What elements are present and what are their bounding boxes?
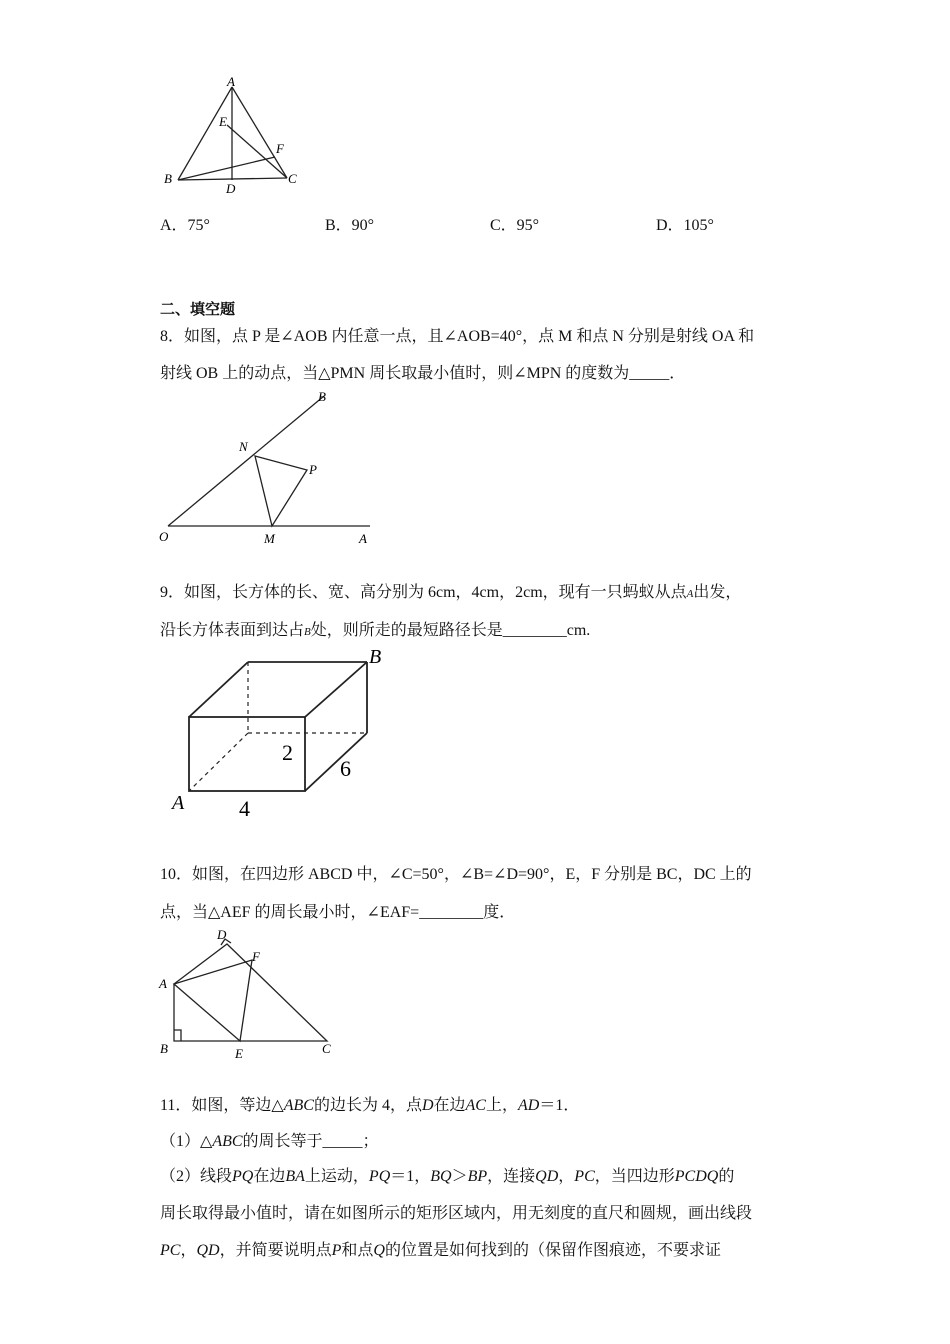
q11-text: ＞: [451, 1168, 468, 1185]
q11-text: 上，: [485, 1097, 518, 1114]
q10-line-2: 点，当△AEF 的周长最小时，∠EAF=________度．: [160, 904, 516, 921]
q8-label-m: M: [264, 531, 275, 546]
q11-text: 在边: [433, 1097, 466, 1114]
q11-var: Q: [373, 1242, 385, 1259]
q11-text: ，并简要说明点: [219, 1242, 332, 1259]
q7-option-d: D．105°: [656, 217, 714, 234]
q8-label-n: N: [239, 439, 248, 454]
q7-label-a: A: [227, 74, 235, 89]
q11-text: 和点: [341, 1242, 374, 1259]
q11-var: QD: [196, 1242, 220, 1259]
q11-text: 上运动，: [304, 1168, 369, 1185]
q9-label-b: B: [369, 646, 382, 668]
q11-part-2-line-1: [160, 1163, 734, 1186]
q10-quadrilateral-figure: [155, 920, 345, 1065]
q7-option-c: C．95°: [490, 217, 540, 234]
q11-text: （2）线段: [160, 1168, 233, 1185]
q9-point-b: B: [304, 626, 311, 638]
q7-label-f: F: [276, 141, 284, 156]
q11-var: AC: [465, 1097, 486, 1114]
q8-angle-figure: [150, 385, 385, 550]
q7-label-b: B: [164, 171, 172, 186]
q8-line-1: 8．如图，点 P 是∠AOB 内任意一点，且∠AOB=40°，点 M 和点 N 分别是射线 OA 和: [160, 328, 755, 345]
q9-line-1-text-b: 出发，: [693, 584, 742, 601]
q11-var: PC: [160, 1242, 181, 1259]
q10-line-1: 10．如图，在四边形 ABCD 中，∠C=50°，∠B=∠D=90°，E，F 分别是 BC，DC 上的: [160, 866, 752, 883]
q11-text: （1）△: [160, 1133, 213, 1150]
q8-label-p: P: [309, 462, 317, 477]
q9-line-2-text-b: 处，则所走的最短路径长是________cm.: [310, 622, 591, 639]
q8-line-2: 射线 OB 上的动点，当△PMN 周长取最小值时，则∠MPN 的度数为_____．: [160, 365, 686, 382]
q11-var: PQ: [368, 1168, 391, 1185]
q9-cuboid-figure: [160, 645, 400, 825]
q11-var: BA: [285, 1168, 305, 1185]
q11-var: QD: [535, 1168, 559, 1185]
q11-text: ＝1，: [390, 1168, 431, 1185]
q11-text: ＝1．: [539, 1097, 580, 1114]
q7-option-a: A．75°: [160, 217, 210, 234]
q7-label-d: D: [226, 181, 236, 196]
q10-label-b: B: [160, 1041, 168, 1056]
q9-line-2-text-a: 沿长方体表面到达占: [160, 622, 305, 639]
q11-text: ，当四边形: [594, 1168, 675, 1185]
q11-var: ABC: [212, 1133, 243, 1150]
q9-line-1-text-a: 9．如图，长方体的长、宽、高分别为 6cm，4cm，2cm，现有一只蚂蚁从点: [160, 584, 687, 601]
q8-label-a: A: [359, 531, 367, 546]
q11-line-1: [160, 1092, 579, 1115]
q9-label-length: 4: [239, 796, 250, 821]
q11-var: PQ: [232, 1168, 254, 1185]
q9-label-a: A: [172, 792, 185, 814]
section-title: 二、填空题: [160, 300, 236, 318]
q7-label-c: C: [288, 171, 297, 186]
q11-text: 11．如图，等边△: [160, 1097, 284, 1114]
q11-var: PCDQ: [674, 1168, 719, 1185]
q9-line-1: [160, 579, 741, 602]
q10-label-f: F: [252, 949, 260, 964]
q11-text: 的边长为 4，点: [313, 1097, 422, 1114]
q10-label-c: C: [322, 1041, 331, 1056]
q9-point-a: A: [686, 588, 694, 600]
q11-text: ，: [180, 1242, 197, 1259]
q10-label-e: E: [235, 1046, 243, 1061]
q11-var: BP: [467, 1168, 488, 1185]
q7-triangle-figure: [155, 70, 315, 200]
q11-var: AD: [518, 1097, 540, 1114]
q8-label-b: B: [318, 389, 326, 404]
q11-var: P: [331, 1242, 342, 1259]
q11-part-2-line-3: [160, 1237, 721, 1260]
q11-text: ，: [558, 1168, 575, 1185]
q11-var: BQ: [430, 1168, 452, 1185]
q11-text: 的周长等于_____；: [242, 1133, 379, 1150]
q11-text: 的: [718, 1168, 735, 1185]
q9-label-height: 2: [282, 740, 293, 765]
q8-label-o: O: [159, 529, 169, 544]
q10-label-a: A: [159, 976, 167, 991]
q7-label-e: E: [219, 114, 227, 129]
q11-var: ABC: [283, 1097, 314, 1114]
q11-part-2-line-2: 周长取得最小值时，请在如图所示的矩形区域内，用无刻度的直尺和圆规，画出线段: [160, 1205, 753, 1222]
q10-label-d: D: [217, 927, 227, 942]
q11-text: 在边: [253, 1168, 286, 1185]
q11-text: 的位置是如何找到的（保留作图痕迹，不要求证: [384, 1242, 721, 1259]
q9-label-width: 6: [340, 756, 351, 781]
q11-var: D: [421, 1097, 434, 1114]
q11-var: PC: [574, 1168, 595, 1185]
q9-line-2: [160, 617, 590, 640]
q11-part-1: [160, 1128, 379, 1151]
q7-option-b: B．90°: [325, 217, 375, 234]
q11-text: ，连接: [487, 1168, 536, 1185]
